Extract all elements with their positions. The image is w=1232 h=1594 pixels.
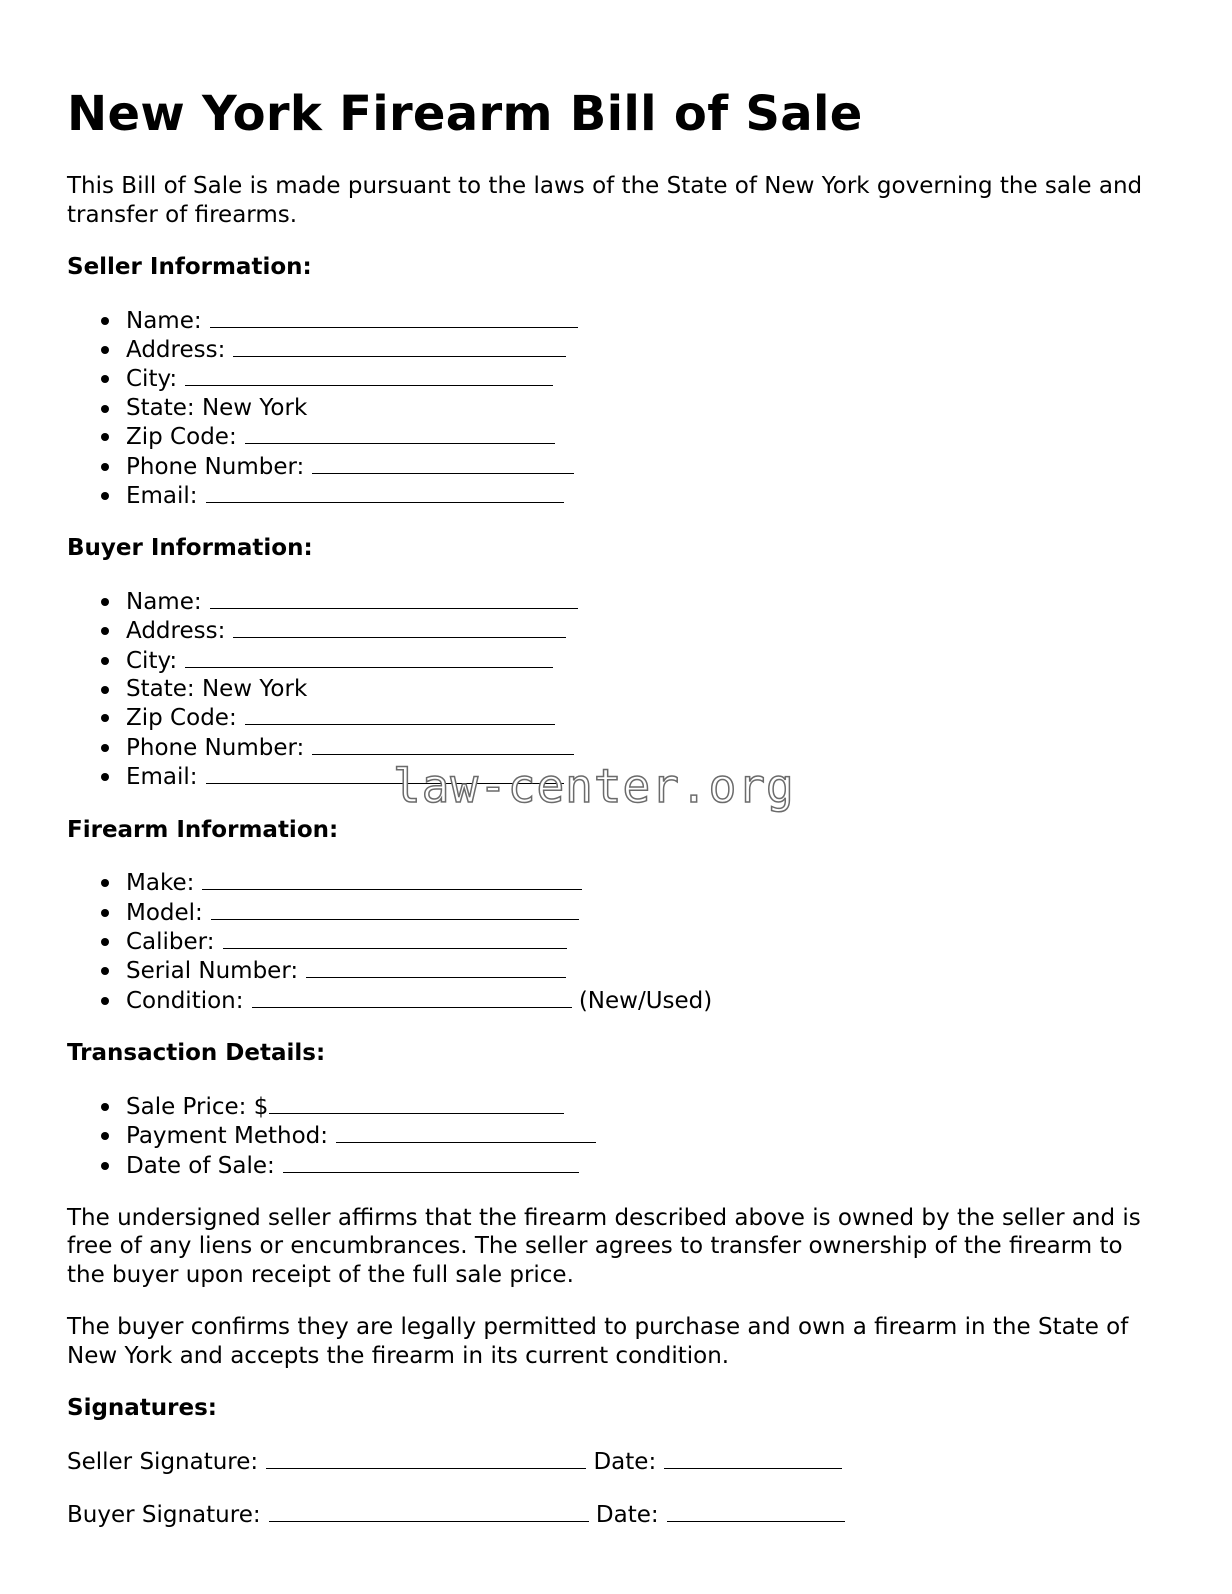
transaction-field-list (67, 1092, 1167, 1180)
seller-signature-date-label: Date: (593, 1448, 657, 1475)
buyer-address-item (126, 616, 1167, 645)
transaction-section-heading: Transaction Details: (67, 1040, 326, 1067)
seller-zip-field[interactable] (245, 422, 555, 444)
buyer-phone-field[interactable] (312, 733, 574, 755)
firearm-serial-field[interactable] (306, 956, 566, 978)
buyer-zip-label: Zip Code: (126, 705, 237, 732)
seller-section-heading: Seller Information: (67, 254, 312, 280)
buyer-phone-label: Phone Number: (126, 734, 305, 761)
buyer-name-field[interactable] (210, 587, 578, 609)
transaction-price-label: Sale Price: $ (126, 1093, 269, 1120)
firearm-condition-label: Condition: (126, 987, 244, 1014)
seller-city-label: City: (126, 366, 178, 393)
firearm-serial-label: Serial Number: (126, 958, 299, 985)
firearm-make-label: Make: (126, 870, 195, 897)
seller-state-item (126, 394, 1167, 422)
buyer-signature-date-field[interactable] (667, 1500, 845, 1522)
seller-zip-item (126, 422, 1167, 451)
seller-signature-row (67, 1447, 1167, 1477)
seller-zip-label: Zip Code: (126, 424, 237, 451)
firearm-caliber-label: Caliber: (126, 929, 215, 955)
buyer-email-field[interactable] (206, 762, 564, 784)
firearm-caliber-item (126, 927, 1167, 956)
buyer-city-label: City: (126, 647, 178, 674)
buyer-name-label: Name: (126, 588, 202, 615)
seller-signature-date-field[interactable] (664, 1447, 842, 1469)
transaction-date-label: Date of Sale: (126, 1152, 275, 1179)
buyer-phone-item (126, 733, 1167, 762)
firearm-make-field[interactable] (202, 868, 582, 890)
firearm-caliber-field[interactable] (223, 927, 567, 949)
watermark-text: law-center.org (393, 759, 795, 813)
buyer-section-heading: Buyer Information: (67, 535, 313, 562)
buyer-signature-field[interactable] (269, 1500, 589, 1522)
seller-name-label: Name: (126, 307, 202, 334)
signatures-section-heading: Signatures: (67, 1395, 218, 1422)
buyer-signature-date-label: Date: (595, 1502, 659, 1529)
buyer-city-item (126, 646, 1167, 675)
buyer-state-label: State: New York (126, 676, 308, 703)
buyer-confirmation-paragraph: The buyer confirms they are legally permitted to purchase and own a firearm in the State of New York and accepts the firearm in its current condition. (67, 1314, 1129, 1369)
transaction-date-item (126, 1151, 1167, 1180)
transaction-price-field[interactable] (269, 1092, 564, 1114)
buyer-name-item (126, 587, 1167, 616)
seller-field-list (67, 306, 1167, 511)
document-title: New York Firearm Bill of Sale (67, 86, 863, 142)
seller-phone-item (126, 452, 1167, 481)
buyer-address-label: Address: (126, 618, 226, 645)
transaction-payment-label: Payment Method: (126, 1123, 329, 1150)
seller-city-field[interactable] (185, 364, 553, 386)
seller-address-label: Address: (126, 336, 226, 363)
seller-email-label: Email: (126, 482, 198, 509)
buyer-signature-row (67, 1500, 1167, 1530)
seller-phone-field[interactable] (312, 452, 574, 474)
firearm-model-field[interactable] (211, 898, 579, 920)
seller-phone-label: Phone Number: (126, 453, 305, 480)
seller-signature-label: Seller Signature: (67, 1448, 259, 1475)
buyer-city-field[interactable] (185, 646, 553, 668)
transaction-date-field[interactable] (283, 1151, 579, 1173)
firearm-condition-item (126, 986, 1167, 1015)
buyer-field-list (67, 587, 1167, 792)
seller-name-item (126, 306, 1167, 335)
seller-address-item (126, 335, 1167, 364)
seller-affirmation-paragraph: The undersigned seller affirms that the firearm described above is owned by the seller and is free of any liens or encumbrances. The seller agrees to transfer ownership of the firearm to the buyer upon receipt of the full sale price. (67, 1204, 1141, 1288)
firearm-field-list (67, 868, 1167, 1015)
seller-name-field[interactable] (210, 306, 578, 328)
transaction-price-item (126, 1092, 1167, 1121)
transaction-payment-field[interactable] (336, 1121, 596, 1143)
seller-state-label: State: New York (126, 394, 308, 421)
seller-address-field[interactable] (233, 335, 566, 357)
buyer-email-label: Email: (126, 764, 198, 791)
buyer-zip-item (126, 703, 1167, 732)
document-page (67, 82, 1167, 1554)
seller-email-item (126, 481, 1167, 510)
firearm-model-label: Model: (126, 899, 203, 926)
seller-email-field[interactable] (206, 481, 564, 503)
seller-signature-field[interactable] (266, 1447, 586, 1469)
buyer-email-item (126, 762, 1167, 791)
firearm-condition-field[interactable] (252, 986, 572, 1008)
firearm-serial-item (126, 956, 1167, 985)
seller-city-item (126, 364, 1167, 393)
firearm-make-item (126, 868, 1167, 897)
buyer-zip-field[interactable] (245, 703, 555, 725)
transaction-payment-item (126, 1121, 1167, 1150)
firearm-condition-hint: (New/Used) (578, 987, 713, 1014)
buyer-address-field[interactable] (233, 616, 566, 638)
firearm-section-heading: Firearm Information: (67, 816, 339, 843)
firearm-model-item (126, 898, 1167, 927)
buyer-state-item (126, 675, 1167, 703)
intro-paragraph: This Bill of Sale is made pursuant to the laws of the State of New York governing the sale and transfer of firearms. (67, 173, 1143, 228)
buyer-signature-label: Buyer Signature: (67, 1502, 261, 1529)
